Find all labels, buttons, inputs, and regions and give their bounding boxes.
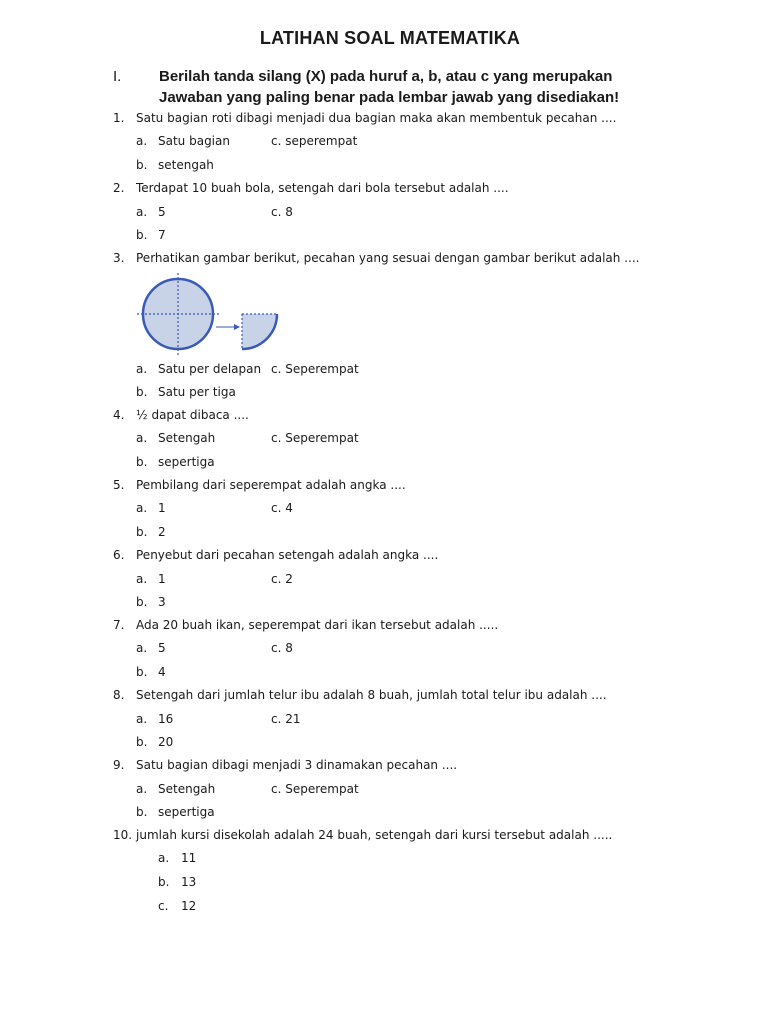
option-3c[interactable]: c. Seperempat	[271, 362, 359, 376]
fraction-figure	[130, 270, 290, 360]
option-9a[interactable]: Setengah	[158, 782, 216, 796]
question-5-text: Pembilang dari seperempat adalah angka ....	[136, 478, 406, 492]
option-8a[interactable]: 16	[158, 712, 174, 726]
option-7c[interactable]: c. 8	[271, 641, 293, 655]
option-5b-letter: b.	[136, 525, 148, 539]
instruction-line-1: Berilah tanda silang (X) pada huruf a, b, atau c yang merupakan	[159, 68, 613, 85]
page-title: LATIHAN SOAL MATEMATIKA	[259, 28, 521, 48]
option-5c[interactable]: c. 4	[271, 501, 293, 515]
option-2b[interactable]: 7	[158, 228, 166, 242]
option-7a[interactable]: 5	[158, 641, 166, 655]
section-instruction	[159, 66, 649, 108]
question-4-number: 4.	[113, 408, 125, 422]
option-1a-letter: a.	[136, 134, 148, 148]
question-9-text: Satu bagian dibagi menjadi 3 dinamakan pecahan ....	[136, 758, 458, 772]
option-1c[interactable]: c. seperempat	[271, 134, 358, 148]
option-9b-letter: b.	[136, 805, 148, 819]
option-10b[interactable]: 13	[181, 875, 197, 889]
option-3b[interactable]: Satu per tiga	[158, 385, 236, 399]
option-2a[interactable]: 5	[158, 205, 166, 219]
option-6a-letter: a.	[136, 572, 148, 586]
option-1a[interactable]: Satu bagian	[158, 134, 230, 148]
option-10c-letter: c.	[158, 899, 169, 913]
question-3-text: Perhatikan gambar berikut, pecahan yang sesuai dengan gambar berikut adalah ....	[136, 251, 640, 265]
option-6c[interactable]: c. 2	[271, 572, 293, 586]
option-8b-letter: b.	[136, 735, 148, 749]
option-7b-letter: b.	[136, 665, 148, 679]
question-3-number: 3.	[113, 251, 125, 265]
question-2-number: 2.	[113, 181, 125, 195]
option-3b-letter: b.	[136, 385, 148, 399]
option-7a-letter: a.	[136, 641, 148, 655]
question-6-text: Penyebut dari pecahan setengah adalah angka ....	[136, 548, 439, 562]
option-4b[interactable]: sepertiga	[158, 455, 215, 469]
option-4a-letter: a.	[136, 431, 148, 445]
question-10-text: jumlah kursi disekolah adalah 24 buah, setengah dari kursi tersebut adalah .....	[136, 828, 613, 842]
question-1-text: Satu bagian roti dibagi menjadi dua bagian maka akan membentuk pecahan ....	[136, 111, 617, 125]
option-10a-letter: a.	[158, 851, 170, 865]
option-1b-letter: b.	[136, 158, 148, 172]
option-4b-letter: b.	[136, 455, 148, 469]
option-8a-letter: a.	[136, 712, 148, 726]
option-6b[interactable]: 3	[158, 595, 166, 609]
option-2c[interactable]: c. 8	[271, 205, 293, 219]
option-5a-letter: a.	[136, 501, 148, 515]
option-3a-letter: a.	[136, 362, 148, 376]
option-9a-letter: a.	[136, 782, 148, 796]
option-5a[interactable]: 1	[158, 501, 166, 515]
option-5b[interactable]: 2	[158, 525, 166, 539]
question-9-number: 9.	[113, 758, 125, 772]
option-9c[interactable]: c. Seperempat	[271, 782, 359, 796]
question-6-number: 6.	[113, 548, 125, 562]
question-5-number: 5.	[113, 478, 125, 492]
option-8c[interactable]: c. 21	[271, 712, 301, 726]
option-1b[interactable]: setengah	[158, 158, 214, 172]
option-7b[interactable]: 4	[158, 665, 166, 679]
option-4c[interactable]: c. Seperempat	[271, 431, 359, 445]
option-6b-letter: b.	[136, 595, 148, 609]
question-7-number: 7.	[113, 618, 125, 632]
question-2-text: Terdapat 10 buah bola, setengah dari bola tersebut adalah ....	[136, 181, 509, 195]
question-1-number: 1.	[113, 111, 125, 125]
option-10b-letter: b.	[158, 875, 170, 889]
instruction-line-2: Jawaban yang paling benar pada lembar jawab yang disediakan!	[159, 89, 620, 106]
option-9b[interactable]: sepertiga	[158, 805, 215, 819]
section-number: I.	[113, 68, 122, 85]
arrow-icon	[234, 324, 240, 330]
question-4-text: ½ dapat dibaca ....	[136, 408, 249, 422]
question-7-text: Ada 20 buah ikan, seperempat dari ikan tersebut adalah .....	[136, 618, 499, 632]
option-6a[interactable]: 1	[158, 572, 166, 586]
option-4a[interactable]: Setengah	[158, 431, 216, 445]
question-8-text: Setengah dari jumlah telur ibu adalah 8 buah, jumlah total telur ibu adalah ....	[136, 688, 607, 702]
question-10-number: 10.	[113, 828, 133, 842]
option-3a[interactable]: Satu per delapan	[158, 362, 262, 376]
question-8-number: 8.	[113, 688, 125, 702]
option-10a[interactable]: 11	[181, 851, 197, 865]
option-8b[interactable]: 20	[158, 735, 174, 749]
option-2a-letter: a.	[136, 205, 148, 219]
option-10c[interactable]: 12	[181, 899, 197, 913]
option-2b-letter: b.	[136, 228, 148, 242]
